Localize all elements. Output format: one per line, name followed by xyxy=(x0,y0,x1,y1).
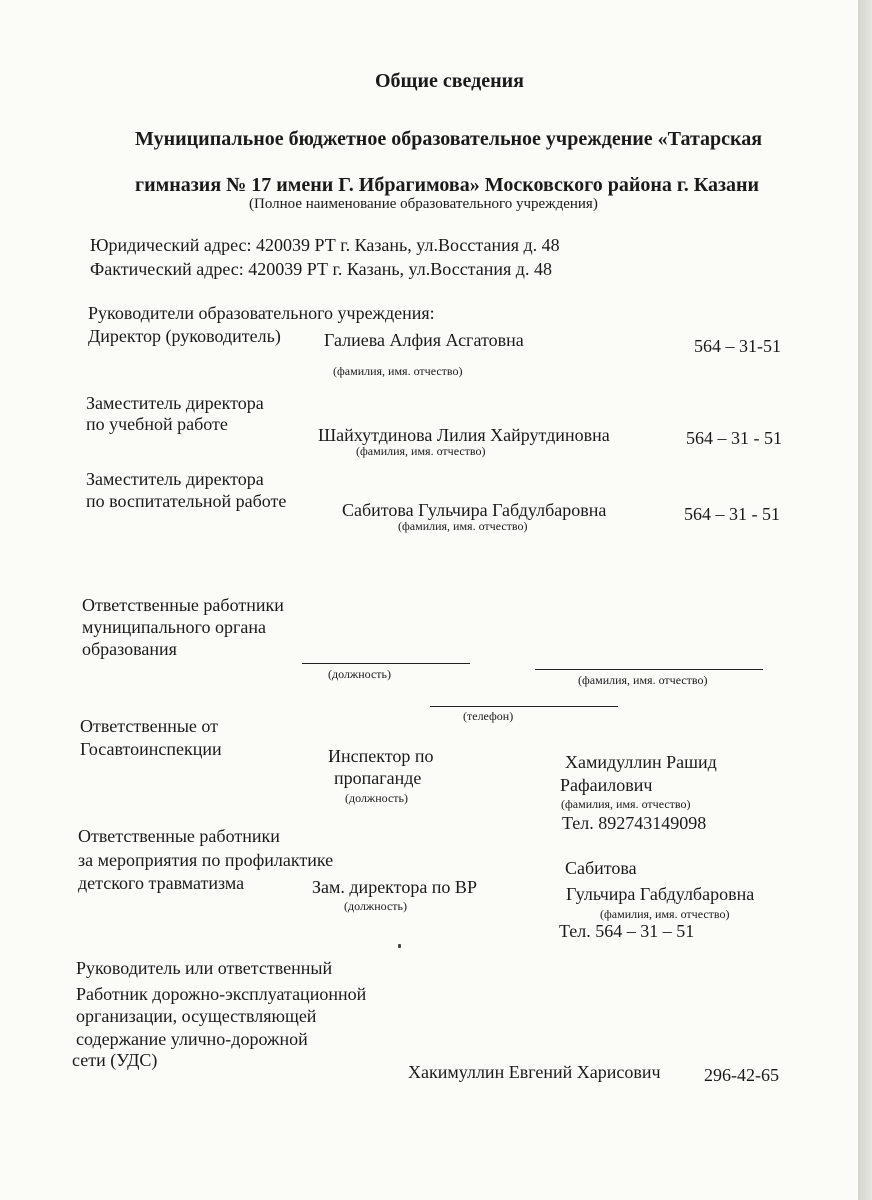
gai-name-line1: Хамидуллин Рашид xyxy=(565,752,717,772)
municipal-label-line1: Ответственные работники xyxy=(82,595,284,615)
municipal-position-caption: (должность) xyxy=(328,667,391,681)
scan-edge xyxy=(858,0,872,1200)
legal-address: Юридический адрес: 420039 РТ г. Казань, ул.Восстания д. 48 xyxy=(90,235,560,255)
director-phone: 564 – 31-51 xyxy=(694,336,781,356)
leaders-heading: Руководители образовательного учреждения: xyxy=(88,303,435,323)
prevention-label-line3: детского травматизма xyxy=(78,873,245,893)
prevention-phone: Тел. 564 – 31 – 51 xyxy=(559,921,695,941)
prevention-label-line1: Ответственные работники xyxy=(78,826,280,846)
prevention-name-line2: Гульчира Габдулбаровна xyxy=(566,884,755,904)
deputy-education-name: Сабитова Гульчира Габдулбаровна xyxy=(342,500,607,520)
document-title: Общие сведения xyxy=(375,70,524,92)
municipal-label-line2: муниципального органа xyxy=(82,617,266,637)
road-label-line2: Работник дорожно-эксплуатационной xyxy=(76,984,367,1004)
deputy-education-role-line2: по воспитательной работе xyxy=(86,491,287,511)
prevention-position-caption: (должность) xyxy=(344,899,407,913)
prevention-label-line2: за мероприятия по профилактике xyxy=(78,850,334,870)
director-name-caption: (фамилия, имя. отчество) xyxy=(333,364,463,378)
deputy-education-role-line1: Заместитель директора xyxy=(86,469,264,489)
deputy-study-name: Шайхутдинова Лилия Хайрутдиновна xyxy=(318,425,610,445)
gai-label-line1: Ответственные от xyxy=(80,716,219,736)
municipal-name-caption: (фамилия, имя. отчество) xyxy=(578,673,708,687)
prevention-name-line1: Сабитова xyxy=(565,858,637,878)
municipal-phone-line xyxy=(430,706,618,707)
municipal-phone-caption: (телефон) xyxy=(463,709,514,723)
deputy-study-phone: 564 – 31 - 51 xyxy=(686,428,782,448)
gai-name-line2: Рафаилович xyxy=(560,775,653,795)
road-contact-name: Хакимуллин Евгений Харисович xyxy=(408,1062,661,1082)
deputy-study-role-line2: по учебной работе xyxy=(86,414,228,434)
municipal-label-line3: образования xyxy=(82,639,177,659)
prevention-position: Зам. директора по ВР xyxy=(312,877,477,897)
gai-name-caption: (фамилия, имя. отчество) xyxy=(561,797,691,811)
gai-position-line1: Инспектор по xyxy=(328,746,434,766)
director-name: Галиева Алфия Асгатовна xyxy=(324,330,524,350)
road-label-line3: организации, осуществляющей xyxy=(76,1006,317,1026)
road-contact-phone: 296-42-65 xyxy=(704,1065,779,1085)
director-role: Директор (руководитель) xyxy=(88,326,281,346)
speck xyxy=(398,944,401,948)
gai-position-line2: пропаганде xyxy=(334,768,422,788)
org-name-caption: (Полное наименование образовательного учреждения) xyxy=(249,196,598,212)
gai-position-caption: (должность) xyxy=(345,791,408,805)
road-label-line1: Руководитель или ответственный xyxy=(76,958,333,978)
gai-label-line2: Госавтоинспекции xyxy=(80,739,222,759)
municipal-position-line xyxy=(302,663,470,664)
gai-phone: Тел. 892743149098 xyxy=(562,813,707,833)
prevention-name-caption: (фамилия, имя. отчество) xyxy=(600,907,730,921)
actual-address: Фактический адрес: 420039 РТ г. Казань, ул.Восстания д. 48 xyxy=(90,259,552,279)
deputy-study-role-line1: Заместитель директора xyxy=(86,393,264,413)
org-name-line1: Муниципальное бюджетное образовательное учреждение «Татарская xyxy=(135,128,763,150)
road-label-line5: сети (УДС) xyxy=(72,1050,158,1070)
deputy-education-name-caption: (фамилия, имя. отчество) xyxy=(398,519,528,533)
road-label-line4: содержание улично-дорожной xyxy=(76,1029,308,1049)
deputy-study-name-caption: (фамилия, имя. отчество) xyxy=(356,444,486,458)
municipal-name-line xyxy=(535,669,763,670)
org-name-line2: гимназия № 17 имени Г. Ибрагимова» Московского района г. Казани xyxy=(135,174,760,196)
deputy-education-phone: 564 – 31 - 51 xyxy=(684,504,780,524)
